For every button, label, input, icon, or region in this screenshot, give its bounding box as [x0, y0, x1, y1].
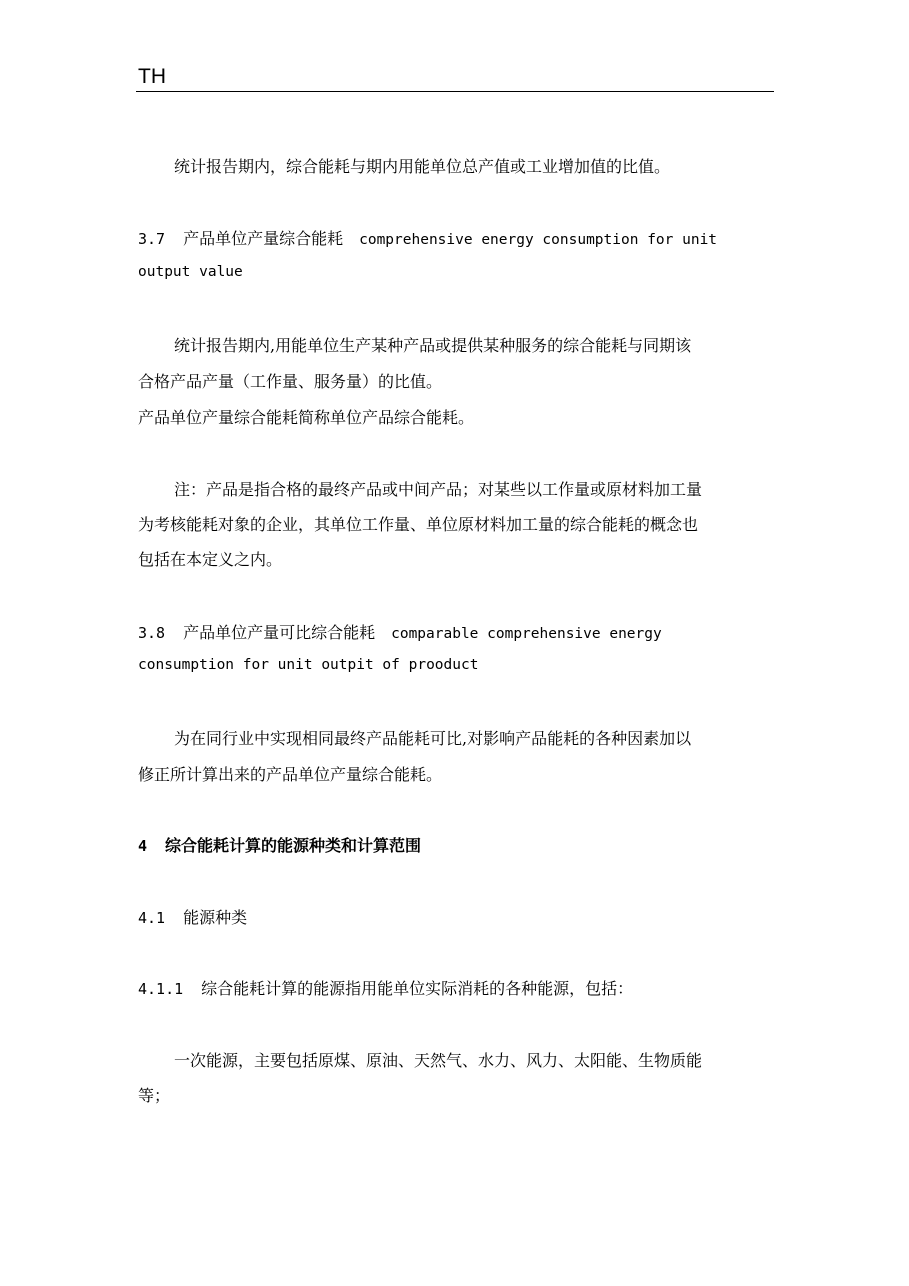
- section-4-1-heading: [138, 905, 247, 928]
- section-4-heading: [138, 833, 421, 856]
- paragraph-primary-energy-line1: 一次能源，主要包括原煤、原油、天然气、水力、风力、太阳能、生物质能: [174, 1051, 703, 1070]
- paragraph-3-8-line1: 为在同行业中实现相同最终产品能耗可比,对影响产品能耗的各种因素加以: [174, 729, 692, 748]
- section-title: 产品单位产量可比综合能耗: [183, 623, 376, 642]
- header-title: TH: [138, 65, 166, 88]
- paragraph-3-7-abbrev: 产品单位产量综合能耗简称单位产品综合能耗。: [138, 408, 475, 427]
- section-english-title: comparable comprehensive energy: [391, 626, 662, 642]
- section-3-7-heading: [138, 226, 717, 249]
- section-english-title: comprehensive energy consumption for unit: [359, 232, 718, 248]
- section-number: 3.7: [138, 230, 166, 248]
- section-3-8-heading: [138, 620, 662, 643]
- section-title: 能源种类: [183, 908, 248, 927]
- paragraph-ratio-definition: 统计报告期内，综合能耗与期内用能单位总产值或工业增加值的比值。: [174, 157, 671, 176]
- section-title: 综合能耗计算的能源种类和计算范围: [165, 836, 422, 855]
- section-title: 综合能耗计算的能源指用能单位实际消耗的各种能源，包括：: [201, 979, 634, 998]
- section-number: 3.8: [138, 624, 166, 642]
- note-line3: 包括在本定义之内。: [138, 550, 283, 569]
- paragraph-3-7-line2: 合格产品产量（工作量、服务量）的比值。: [138, 372, 443, 391]
- paragraph-3-7-line1: 统计报告期内,用能单位生产某种产品或提供某种服务的综合能耗与同期该: [174, 336, 692, 355]
- section-4-1-1-heading: [138, 976, 633, 999]
- note-line2: 为考核能耗对象的企业，其单位工作量、单位原材料加工量的综合能耗的概念也: [138, 515, 699, 534]
- section-number: 4.1.1: [138, 980, 184, 998]
- section-3-8-english-cont: consumption for unit outpit of prooduct: [138, 657, 479, 673]
- note-line1: 注：产品是指合格的最终产品或中间产品；对某些以工作量或原材料加工量: [174, 480, 703, 499]
- section-number: 4: [138, 837, 148, 855]
- section-title: 产品单位产量综合能耗: [183, 229, 344, 248]
- paragraph-primary-energy-line2: 等；: [138, 1086, 171, 1105]
- section-3-7-english-cont: output value: [138, 264, 243, 280]
- paragraph-3-8-line2: 修正所计算出来的产品单位产量综合能耗。: [138, 765, 443, 784]
- section-number: 4.1: [138, 909, 166, 927]
- page-header: [136, 60, 774, 92]
